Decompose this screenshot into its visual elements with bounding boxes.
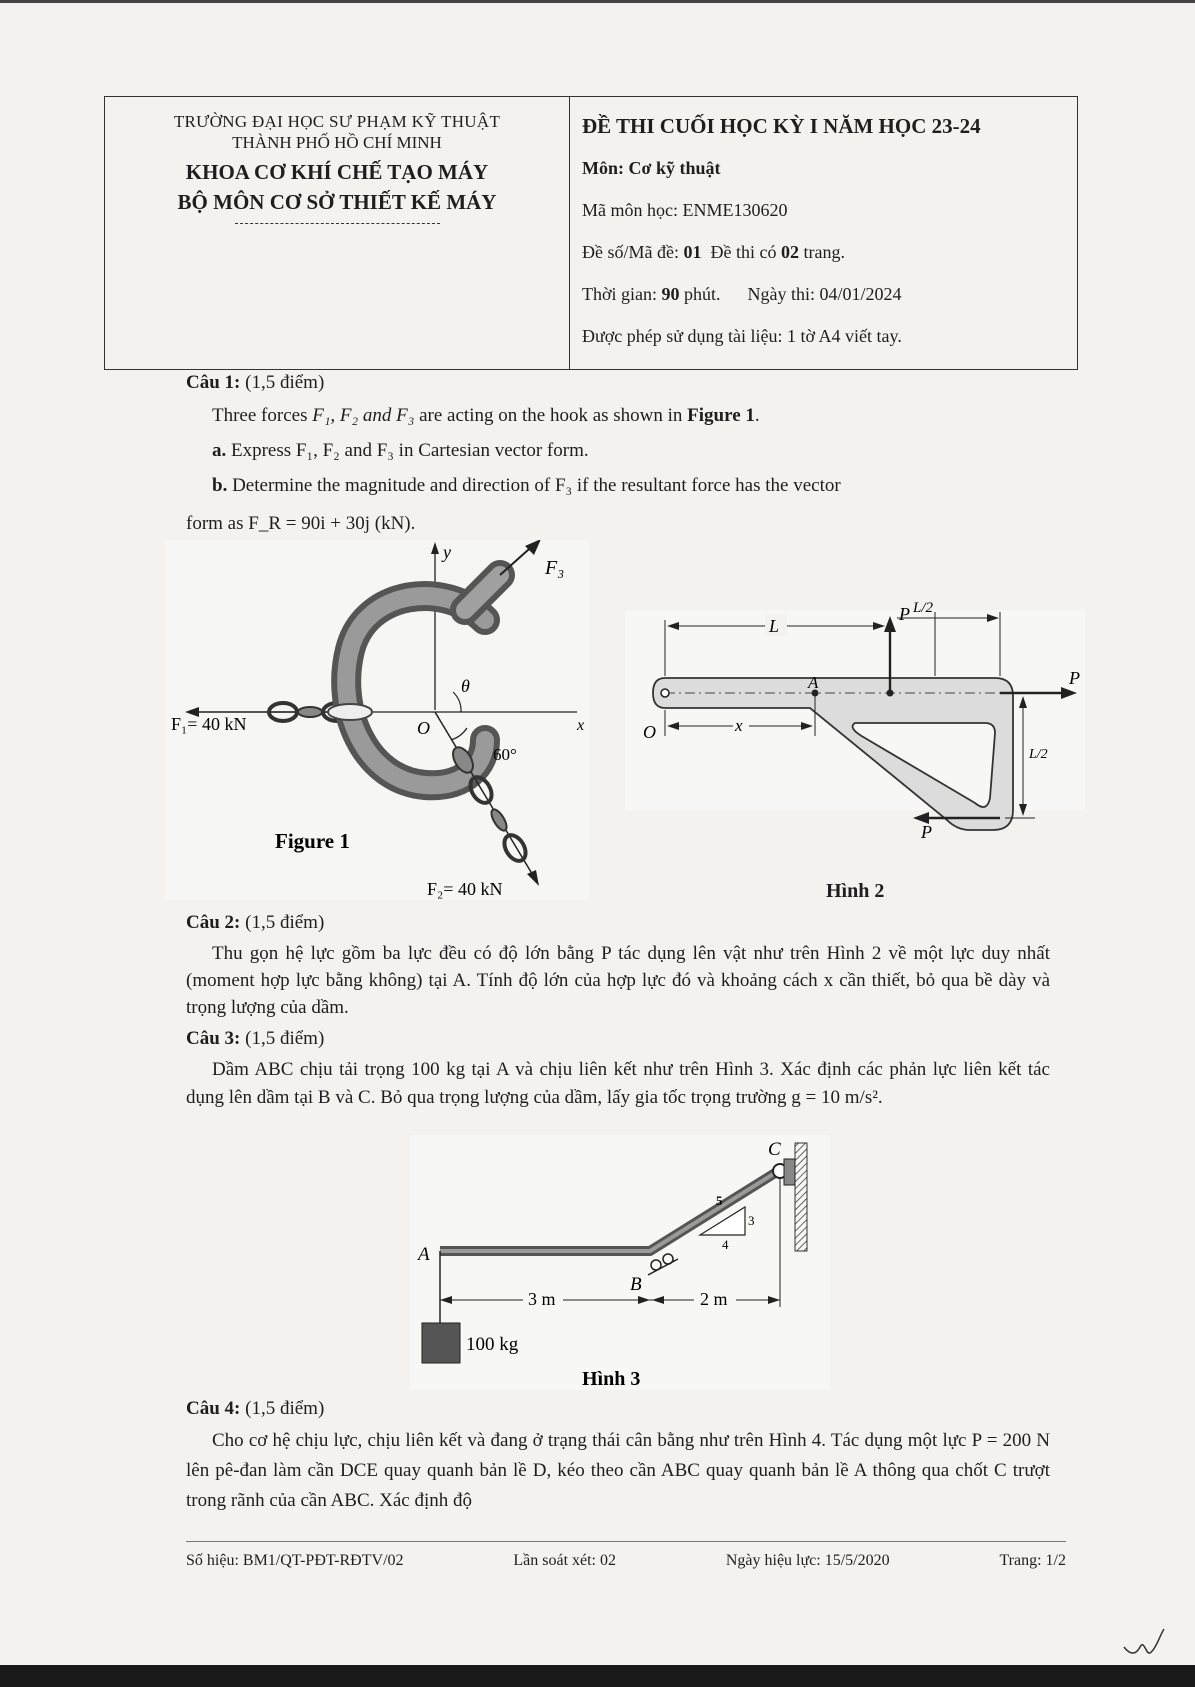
subject-value: Cơ kỹ thuật [628,158,721,178]
q1-title: Câu 1: [186,372,241,393]
q1-text-a: Three forces [212,405,313,426]
figure-1-hook [165,540,590,900]
mass-label: 100 kg [466,1334,519,1355]
angle-60-label: 60° [493,745,517,764]
q1-text-b: are acting on the hook as shown in [414,405,688,426]
point-a-label: A [418,1244,430,1265]
exam-no-label: Đề số/Mã đề: [582,242,684,262]
theta-label: θ [461,676,470,696]
point-o [661,689,669,697]
y-label: y [443,542,451,562]
course-code: Mã môn học: ENME130620 [582,200,788,220]
subject-line [582,157,1077,179]
f2-label: F₂= 40 kN [427,879,503,899]
q1-points: (1,5 điểm) [245,372,325,393]
exam-no: 01 [683,242,702,262]
q1-b-text: Determine the magnitude and direction of F₃ if the resultant force has the vector [227,475,841,496]
time-label: Thời gian: [582,284,662,304]
dim-l2v-label: L/2 [1029,747,1048,762]
f1-label: F₁= 40 kN [171,714,247,734]
point-a-label: A [808,673,819,692]
materials-note: Được phép sử dụng tài liệu: 1 tờ A4 viết tay. [582,326,902,346]
q3-points: (1,5 điểm) [245,1028,325,1049]
point-c-label: C [768,1139,781,1160]
dim-l-label: L [769,616,780,636]
figure-3-beam [410,1135,830,1390]
header-divider [235,223,440,224]
chain-link-2 [298,707,322,717]
university-line-2: THÀNH PHỐ HỒ CHÍ MINH [232,133,442,152]
dim-3m-label: 3 m [528,1289,556,1309]
subject-label: Môn: [582,158,629,178]
q1-forces: F₁, F₂ and F₃ [312,405,415,426]
faculty-name: KHOA CƠ KHÍ CHẾ TẠO MÁY [185,160,489,184]
slope-3-label: 3 [748,1213,755,1228]
mass-block [422,1323,460,1363]
p-bottom-label: P [921,822,932,842]
q4-title: Câu 4: [186,1398,241,1419]
exam-date: Ngày thi: 04/01/2024 [747,284,902,304]
q1-a-text: Express F₁, F₂ and F₃ in Cartesian vector form. [226,440,589,461]
q1-part-b [186,472,1050,500]
q1-part-b-cont: form as F_R = 90i + 30j (kN). [186,513,416,534]
department-name: BỘ MÔN CƠ SỞ THIẾT KẾ MÁY [177,190,497,214]
point-o-label: O [643,722,656,742]
q3-text: Dầm ABC chịu tải trọng 100 kg tại A và chịu liên kết như trên Hình 3. Xác định các phản lực liên kết tác dụng lên dầm tại B và C. Bỏ qua trọng lượng của dầm, lấy gia tốc trọng trường g = 10 m/s². [186,1059,1050,1108]
footer-page-number: Trang: 1/2 [999,1552,1066,1569]
hook-eye-link [328,704,372,720]
p-right-label: P [1069,668,1080,688]
bottom-scan-band [0,1665,1195,1687]
footer-review: Lần soát xét: 02 [513,1552,616,1569]
q4-heading [186,1398,324,1420]
q1-figure-ref: Figure 1 [687,405,755,426]
q2-text: Thu gọn hệ lực gồm ba lực đều có độ lớn bằng P tác dụng lên vật như trên Hình 2 về một lực duy nhất (moment hợp lực bằng không) tại A. Tính độ lớn của hợp lực đó và khoảng cách x cần thiết, bỏ qua bề dày và trọng lượng của dầm. [186,943,1050,1018]
handwritten-signature-mark [1120,1625,1170,1665]
figure-2-caption: Hình 2 [826,880,885,902]
p-top-label: P [899,604,910,624]
time-unit: phút. [679,284,721,304]
f3-label: F₃ [545,557,565,579]
figure-3-caption: Hình 3 [582,1368,641,1390]
footer-form-code: Số hiệu: BM1/QT-PĐT-RĐTV/02 [186,1552,404,1569]
q3-heading [186,1028,324,1050]
q2-title: Câu 2: [186,912,241,933]
dim-x-label: x [735,716,743,735]
wall-support [795,1143,807,1251]
dim-l2-label: L/2 [913,600,934,616]
time-line [582,283,1077,305]
q1-part-a [186,437,1050,465]
origin-label: O [417,718,430,738]
time-value: 90 [661,284,680,304]
q2-heading [186,912,324,934]
dim-2m-label: 2 m [700,1289,728,1309]
q4-points: (1,5 điểm) [245,1398,325,1419]
point-b-label: B [630,1274,642,1295]
q1-intro: Three forces F₁, F₂ and F₃ are acting on the hook as shown in Figure 1. [212,405,760,426]
q1-b-label: b. [212,475,228,496]
slope-4-label: 4 [722,1237,729,1252]
exam-title: ĐỀ THI CUỐI HỌC KỲ I NĂM HỌC 23-24 [582,114,981,138]
exam-header-table [104,96,1078,370]
exam-number-line [582,241,1077,263]
q4-text: Cho cơ hệ chịu lực, chịu liên kết và đang ở trạng thái cân bằng như trên Hình 4. Tác dụng một lực P = 200 N lên pê-đan làm cần DCE quay quanh bản lề D, kéo theo cần ABC quay quanh bản lề A thông qua chốt C trượt trong rãnh của cần ABC. Xác định độ [186,1430,1050,1511]
figure-1-caption: Figure 1 [275,829,350,853]
header-institution-cell [105,97,570,369]
page-footer [186,1541,1066,1570]
x-label: x [577,717,585,734]
pages-count: 02 [780,242,799,262]
header-exam-info-cell [570,97,1077,369]
top-edge-line [0,0,1195,3]
q1-heading [186,372,324,394]
q3-title: Câu 3: [186,1028,241,1049]
figure-2-plate [625,598,1085,848]
pages-label: Đề thi có [710,242,781,262]
q2-points: (1,5 điểm) [245,912,325,933]
pages-unit: trang. [798,242,845,262]
slope-5-label: 5 [716,1193,723,1208]
bracket-c [784,1159,795,1185]
university-line-1: TRƯỜNG ĐẠI HỌC SƯ PHẠM KỸ THUẬT [173,112,501,131]
footer-effective-date: Ngày hiệu lực: 15/5/2020 [725,1552,890,1569]
q1-a-label: a. [212,440,227,461]
signature-stroke [1124,1629,1164,1653]
